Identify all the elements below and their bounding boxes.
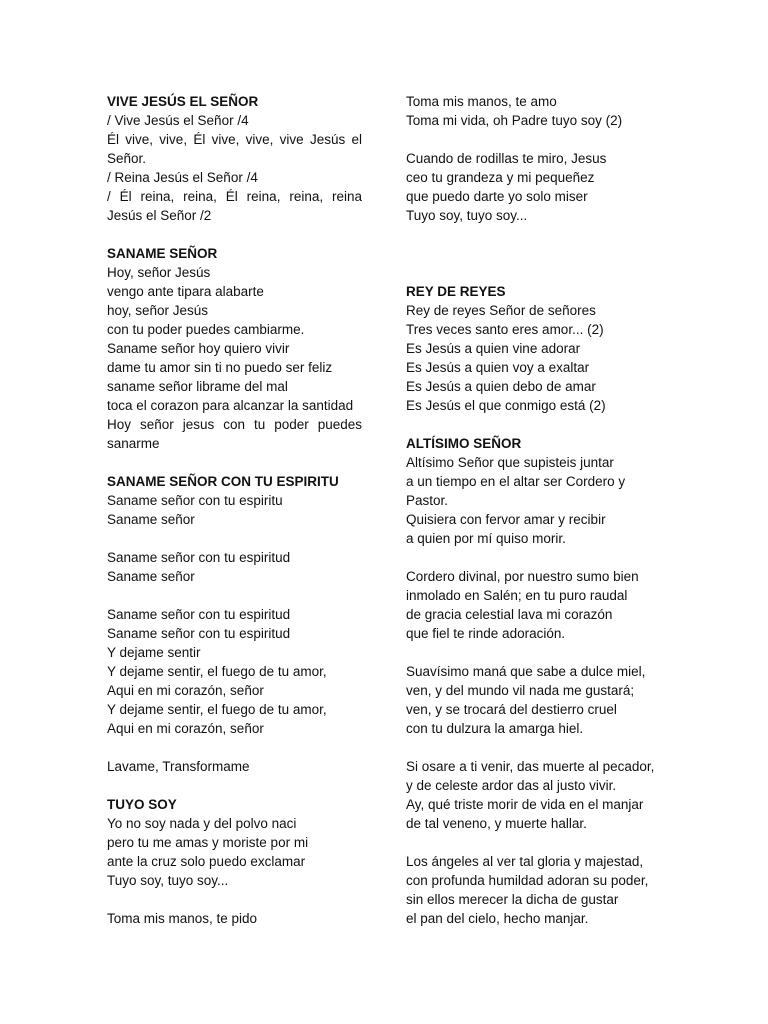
lyric-line: Ay, qué triste morir de vida en el manjar — [406, 797, 644, 812]
lyric-line: Si osare a ti venir, das muerte al pecador, — [406, 759, 655, 774]
lyric-line: Pastor. — [406, 493, 449, 508]
lyric-line: Es Jesús a quien vine adorar — [406, 341, 581, 356]
lyric-line: Saname señor con tu espiritu — [107, 493, 283, 508]
lyric-line: Tuyo soy, tuyo soy... — [406, 208, 528, 223]
lyric-line: Él vive, vive, Él vive, vive, vive Jesús el — [107, 132, 362, 147]
lyric-line: Saname señor — [107, 512, 195, 527]
song-saname-senor — [107, 244, 362, 453]
song-altisimo-senor — [406, 434, 661, 928]
lyric-line: Toma mis manos, te pido — [107, 911, 258, 926]
lyric-line: Y dejame sentir, el fuego de tu amor, — [107, 702, 327, 717]
song-continued — [406, 92, 661, 263]
lyric-line: y de celeste ardor das al justo vivir. — [406, 778, 617, 793]
lyric-line: el pan del cielo, hecho manjar. — [406, 911, 589, 926]
lyric-line: inmolado en Salén; en tu puro raudal — [406, 588, 628, 603]
lyric-line: Es Jesús el que conmigo está (2) — [406, 398, 606, 413]
lyric-line: sin ellos merecer la dicha de gustar — [406, 892, 619, 907]
lyric-line: / Reina Jesús el Señor /4 — [107, 170, 258, 185]
lyric-line: Señor. — [107, 151, 147, 166]
stanza-gap — [107, 738, 362, 757]
song-rey-de-reyes — [406, 282, 661, 415]
lyric-line: ven, y se trocará del destierro cruel — [406, 702, 617, 717]
lyric-line: Hoy, señor Jesús — [107, 265, 211, 280]
lyric-line: Y dejame sentir, el fuego de tu amor, — [107, 664, 327, 679]
lyric-line: Los ángeles al ver tal gloria y majestad, — [406, 854, 644, 869]
lyric-line: que fiel te rinde adoración. — [406, 626, 566, 641]
lyric-line: Rey de reyes Señor de señores — [406, 303, 596, 318]
stanza-gap — [406, 130, 661, 149]
lyric-line: Toma mi vida, oh Padre tuyo soy (2) — [406, 113, 623, 128]
lyric-line: ven, y del mundo vil nada me gustará; — [406, 683, 635, 698]
lyric-line: Es Jesús a quien voy a exaltar — [406, 360, 590, 375]
right-column — [406, 92, 661, 947]
stanza-gap — [406, 738, 661, 757]
stanza-gap — [406, 548, 661, 567]
lyric-line: / Vive Jesús el Señor /4 — [107, 113, 249, 128]
lyric-line: Saname señor hoy quiero vivir — [107, 341, 290, 356]
stanza-gap — [107, 890, 362, 909]
lyric-line: toca el corazon para alcanzar la santidad — [107, 398, 354, 413]
stanza-gap — [406, 225, 661, 244]
lyric-line: Jesús el Señor /2 — [107, 208, 212, 223]
lyric-line: Aqui en mi corazón, señor — [107, 721, 264, 736]
lyric-line: Saname señor con tu espiritud — [107, 607, 291, 622]
lyric-line: Lavame, Transformame — [107, 759, 250, 774]
lyric-line: con tu dulzura la amarga hiel. — [406, 721, 584, 736]
song-vive-jesus-el-senor — [107, 92, 362, 225]
lyric-line: / Él reina, reina, Él reina, reina, reina — [107, 189, 362, 204]
lyric-line: Quisiera con fervor amar y recibir — [406, 512, 606, 527]
lyric-line: con profunda humildad adoran su poder, — [406, 873, 649, 888]
lyric-line: Saname señor con tu espiritud — [107, 626, 291, 641]
song-title: SANAME SEÑOR — [107, 246, 218, 261]
lyric-line: Altísimo Señor que supisteis juntar — [406, 455, 614, 470]
lyric-line: Cuando de rodillas te miro, Jesus — [406, 151, 607, 166]
lyric-line: Yo no soy nada y del polvo naci — [107, 816, 297, 831]
lyric-line: Tres veces santo eres amor... (2) — [406, 322, 604, 337]
lyric-line: ante la cruz solo puedo exclamar — [107, 854, 306, 869]
stanza-gap — [406, 244, 661, 263]
lyric-line: vengo ante tipara alabarte — [107, 284, 264, 299]
lyric-line: saname señor librame del mal — [107, 379, 288, 394]
stanza-gap — [107, 586, 362, 605]
lyric-line: Saname señor con tu espiritud — [107, 550, 291, 565]
song-saname-senor-con-tu-espiritu — [107, 472, 362, 776]
left-column — [107, 92, 362, 947]
lyric-line: Aqui en mi corazón, señor — [107, 683, 264, 698]
song-title: TUYO SOY — [107, 797, 177, 812]
song-tuyo-soy — [107, 795, 362, 928]
lyric-line: Hoy señor jesus con tu poder puedes — [107, 417, 362, 432]
lyric-line: Suavísimo maná que sabe a dulce miel, — [406, 664, 646, 679]
song-title: VIVE JESÚS EL SEÑOR — [107, 94, 259, 109]
lyric-line: hoy, señor Jesús — [107, 303, 209, 318]
lyric-line: de gracia celestial lava mi corazón — [406, 607, 613, 622]
song-title: ALTÍSIMO SEÑOR — [406, 436, 522, 451]
lyric-line: a quien por mí quiso morir. — [406, 531, 566, 546]
lyric-line: con tu poder puedes cambiarme. — [107, 322, 305, 337]
lyric-line: que puedo darte yo solo miser — [406, 189, 588, 204]
lyric-line: pero tu me amas y moriste por mi — [107, 835, 309, 850]
lyric-line: a un tiempo en el altar ser Cordero y — [406, 474, 626, 489]
lyric-line: Toma mis manos, te amo — [406, 94, 557, 109]
lyric-line: dame tu amor sin ti no puedo ser feliz — [107, 360, 333, 375]
song-title: SANAME SEÑOR CON TU ESPIRITU — [107, 474, 339, 489]
lyric-line: Saname señor — [107, 569, 195, 584]
lyric-line: Cordero divinal, por nuestro sumo bien — [406, 569, 639, 584]
stanza-gap — [406, 643, 661, 662]
lyric-line: sanarme — [107, 436, 160, 451]
stanza-gap — [107, 529, 362, 548]
lyric-line: Tuyo soy, tuyo soy... — [107, 873, 229, 888]
lyric-line: de tal veneno, y muerte hallar. — [406, 816, 587, 831]
lyric-line: ceo tu grandeza y mi pequeñez — [406, 170, 595, 185]
lyric-line: Es Jesús a quien debo de amar — [406, 379, 596, 394]
song-title: REY DE REYES — [406, 284, 506, 299]
stanza-gap — [406, 833, 661, 852]
lyric-line: Y dejame sentir — [107, 645, 201, 660]
